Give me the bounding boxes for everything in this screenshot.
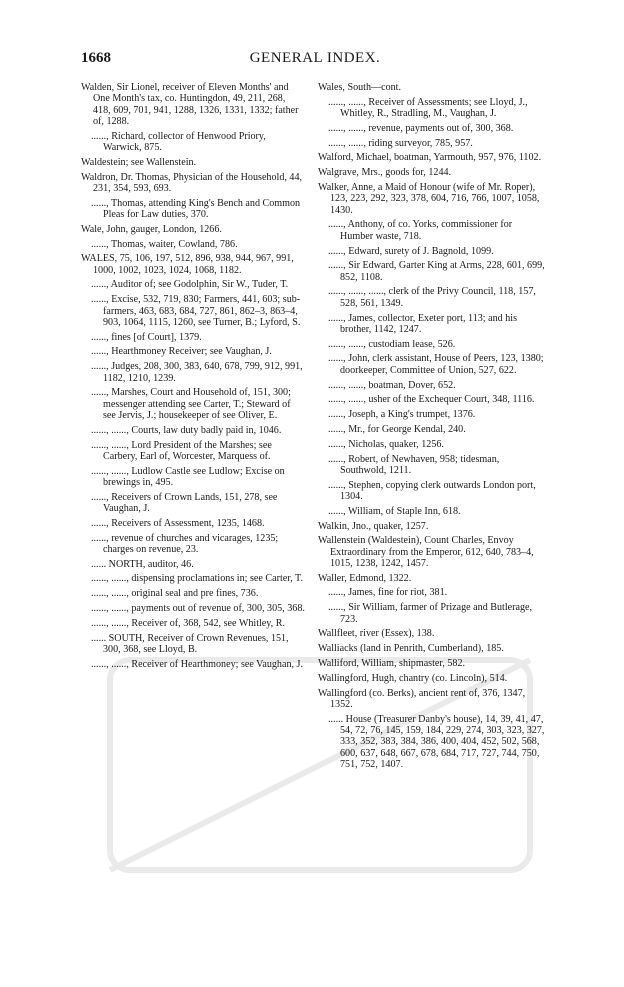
index-entry: ......, ......, ......, clerk of the Privy Council, 118, 157, 528, 561, 1349. — [328, 286, 536, 309]
index-entry: ......, Joseph, a King's trumpet, 1376. — [328, 409, 476, 421]
index-entry: ......, ......, dispensing proclamations in; see Carter, T. — [91, 573, 303, 585]
index-entry: ......, James, collector, Exeter port, 113; and his brother, 1142, 1247. — [328, 312, 517, 335]
index-entry: ......, ......, Ludlow Castle see Ludlow; Excise on brewings in, 495. — [91, 465, 285, 488]
index-entry: Walford, Michael, boatman, Yarmouth, 957, 976, 1102. — [318, 152, 542, 164]
index-entry: ......, ......, Receiver of, 368, 542, see Whitley, R. — [91, 617, 285, 629]
index-entry: Walkin, Jno., quaker, 1257. — [318, 520, 429, 532]
index-entry: ......, Mr., for George Kendal, 240. — [328, 423, 466, 435]
index-entry: ......, Marshes, Court and Household of, 151, 300; messenger attending see Carter, T.; Steward of see Jervis, J.; housekeeper of see Oliver, E. — [91, 387, 291, 421]
index-entry: Walliford, William, shipmaster, 582. — [318, 657, 466, 669]
index-entry: ...... SOUTH, Receiver of Crown Revenues, 151, 300, 368, see Lloyd, B. — [91, 632, 289, 655]
index-entry: ......, John, clerk assistant, House of Peers, 123, 1380; doorkeeper, Committee of Union, 527, 622. — [328, 353, 544, 376]
index-entry: Wales, South—cont. — [318, 82, 402, 93]
index-entry: ......, Thomas, waiter, Cowland, 786. — [91, 238, 238, 250]
index-entry: ...... House (Treasurer Danby's house), 14, 39, 41, 47, 54, 72, 76, 145, 159, 184, 229, 274, 303, 323, 327, 333, 352, 383, 384, 386, 400, 404, 452, 502, 568, 600, 637, 648, 667, 678, 684, 717, 727, 744, 750, 751, 752, 1407. — [328, 713, 545, 770]
index-entry: ......, ......, Receiver of Assessments; see Lloyd, J., Whitley, R., Stradling, M., Vaughan, J. — [328, 96, 528, 120]
index-entry: ......, Receivers of Crown Lands, 151, 278, see Vaughan, J. — [91, 491, 278, 514]
page-number: 1668 — [81, 50, 111, 66]
index-entry: Walliacks (land in Penrith, Cumberland), 185. — [318, 643, 504, 655]
index-entry: Wallingford, Hugh, chantry (co. Lincoln), 514. — [318, 672, 508, 684]
index-entry: ......, ......, custodiam lease, 526. — [328, 338, 456, 350]
index-entry: ......, ......, boatman, Dover, 652. — [328, 379, 456, 391]
index-entry: Waldron, Dr. Thomas, Physician of the Household, 44, 231, 354, 593, 693. — [81, 171, 303, 194]
index-entry: ......, ......, revenue, payments out of, 300, 368. — [328, 122, 514, 134]
index-entry: WALES, 75, 106, 197, 512, 896, 938, 944, 967, 991, 1000, 1002, 1023, 1024, 1068, 1182. — [81, 253, 294, 276]
index-entry: Wale, John, gauger, London, 1266. — [81, 223, 222, 235]
index-entry: ......, Thomas, attending King's Bench and Common Pleas for Law duties, 370. — [91, 197, 301, 220]
index-entry: ......, Sir Edward, Garter King at Arms, 228, 601, 699, 852, 1108. — [328, 260, 545, 283]
index-entry: Walden, Sir Lionel, receiver of Eleven Months' and One Month's tax, co. Huntingdon, 49, 211, 268, 418, 609, 701, 941, 1288, 1326, 1331, 1332; father of, 1288. — [81, 82, 299, 127]
index-entry: ......, Stephen, copying clerk outwards London port, 1304. — [328, 479, 536, 502]
index-entry: ......, revenue of churches and vicarages, 1235; charges on revenue, 23. — [91, 532, 279, 555]
index-entry: Walgrave, Mrs., goods for, 1244. — [318, 167, 452, 179]
index-entry: Waldestein; see Wallenstein. — [81, 156, 197, 168]
index-entry: ......, ......, Receiver of Hearthmoney; see Vaughan, J. — [91, 658, 304, 670]
index-entry: ......, ......, payments out of revenue of, 300, 305, 368. — [91, 603, 305, 615]
index-entry: ......, Anthony, of co. Yorks, commissioner for Humber waste, 718. — [328, 219, 513, 242]
index-entry: ......, ......, Lord President of the Marshes; see Carbery, Earl of, Worcester, Marquess of. — [91, 439, 272, 462]
index-entry: ......, ......, original seal and pre fines, 736. — [91, 588, 259, 600]
index-entry: Wallingford (co. Berks), ancient rent of, 376, 1347, 1352. — [318, 687, 526, 710]
index-entry: Wallenstein (Waldestein), Count Charles, Envoy Extraordinary from the Emperor, 612, 640, 783–4, 1015, 1238, 1242, 1457. — [318, 535, 534, 569]
index-entry: Walker, Anne, a Maid of Honour (wife of Mr. Roper), 123, 223, 292, 323, 378, 604, 716, 766, 1007, 1058, 1430. — [318, 182, 540, 216]
index-entry: Wallfleet, river (Essex), 138. — [318, 628, 435, 640]
index-entry: ......, fines [of Court], 1379. — [91, 331, 202, 343]
index-entry: ......, Robert, of Newhaven, 958; tidesman, Southwold, 1211. — [328, 453, 500, 476]
index-entry: ......, ......, riding surveyor, 785, 957. — [328, 137, 473, 149]
index-entry: ......, ......, Courts, law duty badly paid in, 1046. — [91, 424, 282, 436]
index-entry: ......, ......, usher of the Exchequer Court, 348, 1116. — [328, 394, 535, 406]
index-entry: ......, Hearthmoney Receiver; see Vaughan, J. — [91, 346, 272, 358]
index-entry: ......, Richard, collector of Henwood Priory, Warwick, 875. — [91, 130, 266, 153]
index-entry: Waller, Edmond, 1322. — [318, 572, 412, 584]
index-entry: ......, Edward, surety of J. Bagnold, 1099. — [328, 245, 494, 257]
index-entry: ......, James, fine for riot, 381. — [328, 587, 448, 599]
index-entry: ......, Auditor of; see Godolphin, Sir W., Tuder, T. — [91, 279, 289, 291]
left-column — [81, 82, 305, 674]
index-entry: ......, Receivers of Assessment, 1235, 1468. — [91, 517, 265, 529]
page-title: GENERAL INDEX. — [249, 50, 381, 66]
page-header — [81, 50, 549, 72]
index-entry: ......, Judges, 208, 300, 383, 640, 678, 799, 912, 991, 1182, 1210, 1239. — [91, 361, 303, 384]
index-entry: ......, William, of Staple Inn, 618. — [328, 505, 461, 517]
index-entry: ...... NORTH, auditor, 46. — [91, 558, 194, 570]
index-entry: ......, Nicholas, quaker, 1256. — [328, 438, 444, 450]
index-entry: ......, Excise, 532, 719, 830; Farmers, 441, 603; sub-farmers, 463, 683, 684, 727, 861, 862–3, 863–4, 903, 1064, 1115, 1260, see Turner, B.; Lyford, S. — [91, 294, 301, 328]
right-column — [318, 82, 546, 774]
index-entry: ......, Sir William, farmer of Prizage and Butlerage, 723. — [328, 602, 533, 625]
